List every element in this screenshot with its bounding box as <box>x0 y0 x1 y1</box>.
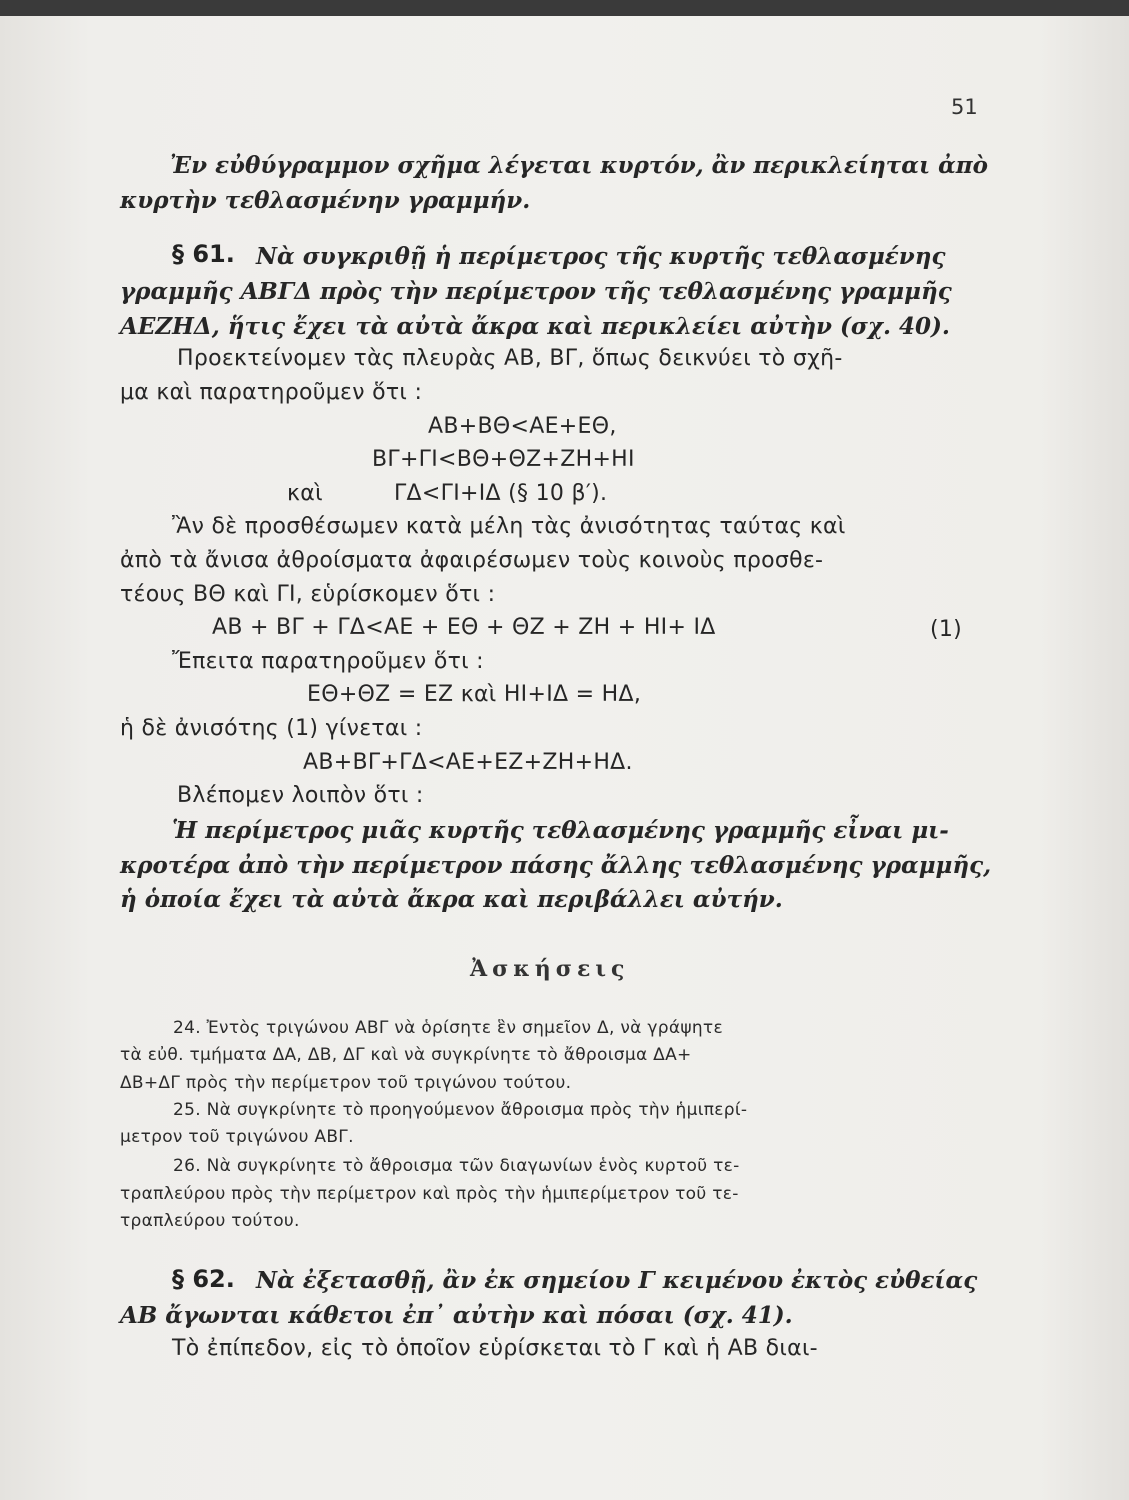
s61-body-8: Βλέπομεν λοιπὸν ὅτι : <box>177 783 424 808</box>
s61-body-4: ἀπὸ τὰ ἄνισα ἀθροίσματα ἀφαιρέσωμεν τοὺς κοινοὺς προσθε- <box>120 548 824 573</box>
section-62-title-2: ΑΒ ἄγωνται κάθετοι ἐπ᾽ αὐτὴν καὶ πόσαι (σχ. 41). <box>120 1302 793 1329</box>
section-61-title-1: Νὰ συγκριθῇ ἡ περίμετρος τῆς κυρτῆς τεθλασμένης <box>256 243 946 270</box>
exercises-heading: Ἀσκήσεις <box>470 956 630 982</box>
scan-top-edge <box>0 0 1129 16</box>
s61-sum-ineq: ΑΒ + ΒΓ + ΓΔ<ΑΕ + ΕΘ + ΘΖ + ΖΗ + ΗΙ+ ΙΔ <box>212 615 716 640</box>
s61-body-1: Προεκτείνομεν τὰς πλευρὰς ΑΒ, ΒΓ, ὅπως δεικνύει τὸ σχῆ- <box>177 346 843 371</box>
s61-ineq-2: ΒΓ+ΓΙ<ΒΘ+ΘΖ+ΖΗ+ΗΙ <box>372 447 635 472</box>
exercise-line-6: 26. Νὰ συγκρίνητε τὸ ἄθροισμα τῶν διαγωνίων ἑνὸς κυρτοῦ τε- <box>173 1156 740 1176</box>
section-62-number: § 62. <box>172 1265 235 1293</box>
exercise-line-5: μετρον τοῦ τριγώνου ΑΒΓ. <box>120 1127 354 1147</box>
theorem-line-1: Ἡ περίμετρος μιᾶς κυρτῆς τεθλασμένης γραμμῆς εἶναι μι- <box>172 817 949 844</box>
exercise-line-8: τραπλεύρου τούτου. <box>120 1211 300 1231</box>
exercise-line-2: τὰ εὐθ. τμήματα ΔΑ, ΔΒ, ΔΓ καὶ νὰ συγκρίνητε τὸ ἄθροισμα ΔΑ+ <box>120 1045 692 1065</box>
definition-line-1: Ἐν εὐθύγραμμον σχῆμα λέγεται κυρτόν, ἂν περικλείηται ἀπὸ <box>170 152 988 179</box>
theorem-line-3: ἡ ὁποία ἔχει τὰ αὐτὰ ἄκρα καὶ περιβάλλει αὐτήν. <box>120 886 783 913</box>
s61-body-3: Ἂν δὲ προσθέσωμεν κατὰ μέλη τὰς ἀνισότητας ταύτας καὶ <box>172 514 846 539</box>
s61-body-2: μα καὶ παρατηροῦμεν ὅτι : <box>120 380 423 405</box>
exercise-line-3: ΔΒ+ΔΓ πρὸς τὴν περίμετρον τοῦ τριγώνου τούτου. <box>120 1073 572 1093</box>
exercise-line-1: 24. Ἐντὸς τριγώνου ΑΒΓ νὰ ὁρίσητε ἓν σημεῖον Δ, νὰ γράψητε <box>173 1018 723 1038</box>
page-number: 51 <box>951 95 978 119</box>
s61-kai: καὶ <box>287 481 323 506</box>
eq-label-1: (1) <box>930 617 963 642</box>
theorem-line-2: κροτέρα ἀπὸ τὴν περίμετρον πάσης ἄλλης τεθλασμένης γραμμῆς, <box>120 852 992 879</box>
definition-line-2: κυρτὴν τεθλασμένην γραμμήν. <box>120 187 531 214</box>
section-62-title-1: Νὰ ἐξετασθῇ, ἂν ἐκ σημείου Γ κειμένου ἐκτὸς εὐθείας <box>256 1267 978 1294</box>
s61-body-5: τέους ΒΘ καὶ ΓΙ, εὑρίσκομεν ὅτι : <box>120 582 496 607</box>
s61-ineq-1: ΑΒ+ΒΘ<ΑΕ+ΕΘ, <box>428 414 617 439</box>
s62-body-1: Τὸ ἐπίπεδον, εἰς τὸ ὁποῖον εὑρίσκεται τὸ Γ καὶ ἡ ΑΒ διαι- <box>172 1336 818 1361</box>
s61-result: ΑΒ+ΒΓ+ΓΔ<ΑΕ+ΕΖ+ΖΗ+ΗΔ. <box>303 750 633 775</box>
s61-eq-2: ΕΘ+ΘΖ = ΕΖ καὶ ΗΙ+ΙΔ = ΗΔ, <box>307 682 642 707</box>
s61-body-7: ἡ δὲ ἀνισότης (1) γίνεται : <box>120 716 423 741</box>
exercise-line-7: τραπλεύρου πρὸς τὴν περίμετρον καὶ πρὸς τὴν ἡμιπερίμετρον τοῦ τε- <box>120 1184 739 1204</box>
section-61-title-2: γραμμῆς ΑΒΓΔ πρὸς τὴν περίμετρον τῆς τεθλασμένης γραμμῆς <box>120 278 952 305</box>
section-61-title-3: ΑΕΖΗΔ, ἥτις ἔχει τὰ αὐτὰ ἄκρα καὶ περικλείει αὐτὴν (σχ. 40). <box>120 313 950 340</box>
s61-body-6: Ἔπειτα παρατηροῦμεν ὅτι : <box>172 649 484 674</box>
s61-ineq-3: ΓΔ<ΓΙ+ΙΔ (§ 10 β′). <box>394 481 608 506</box>
exercise-line-4: 25. Νὰ συγκρίνητε τὸ προηγούμενον ἄθροισμα πρὸς τὴν ἡμιπερί- <box>173 1100 748 1120</box>
section-61-number: § 61. <box>172 240 235 268</box>
